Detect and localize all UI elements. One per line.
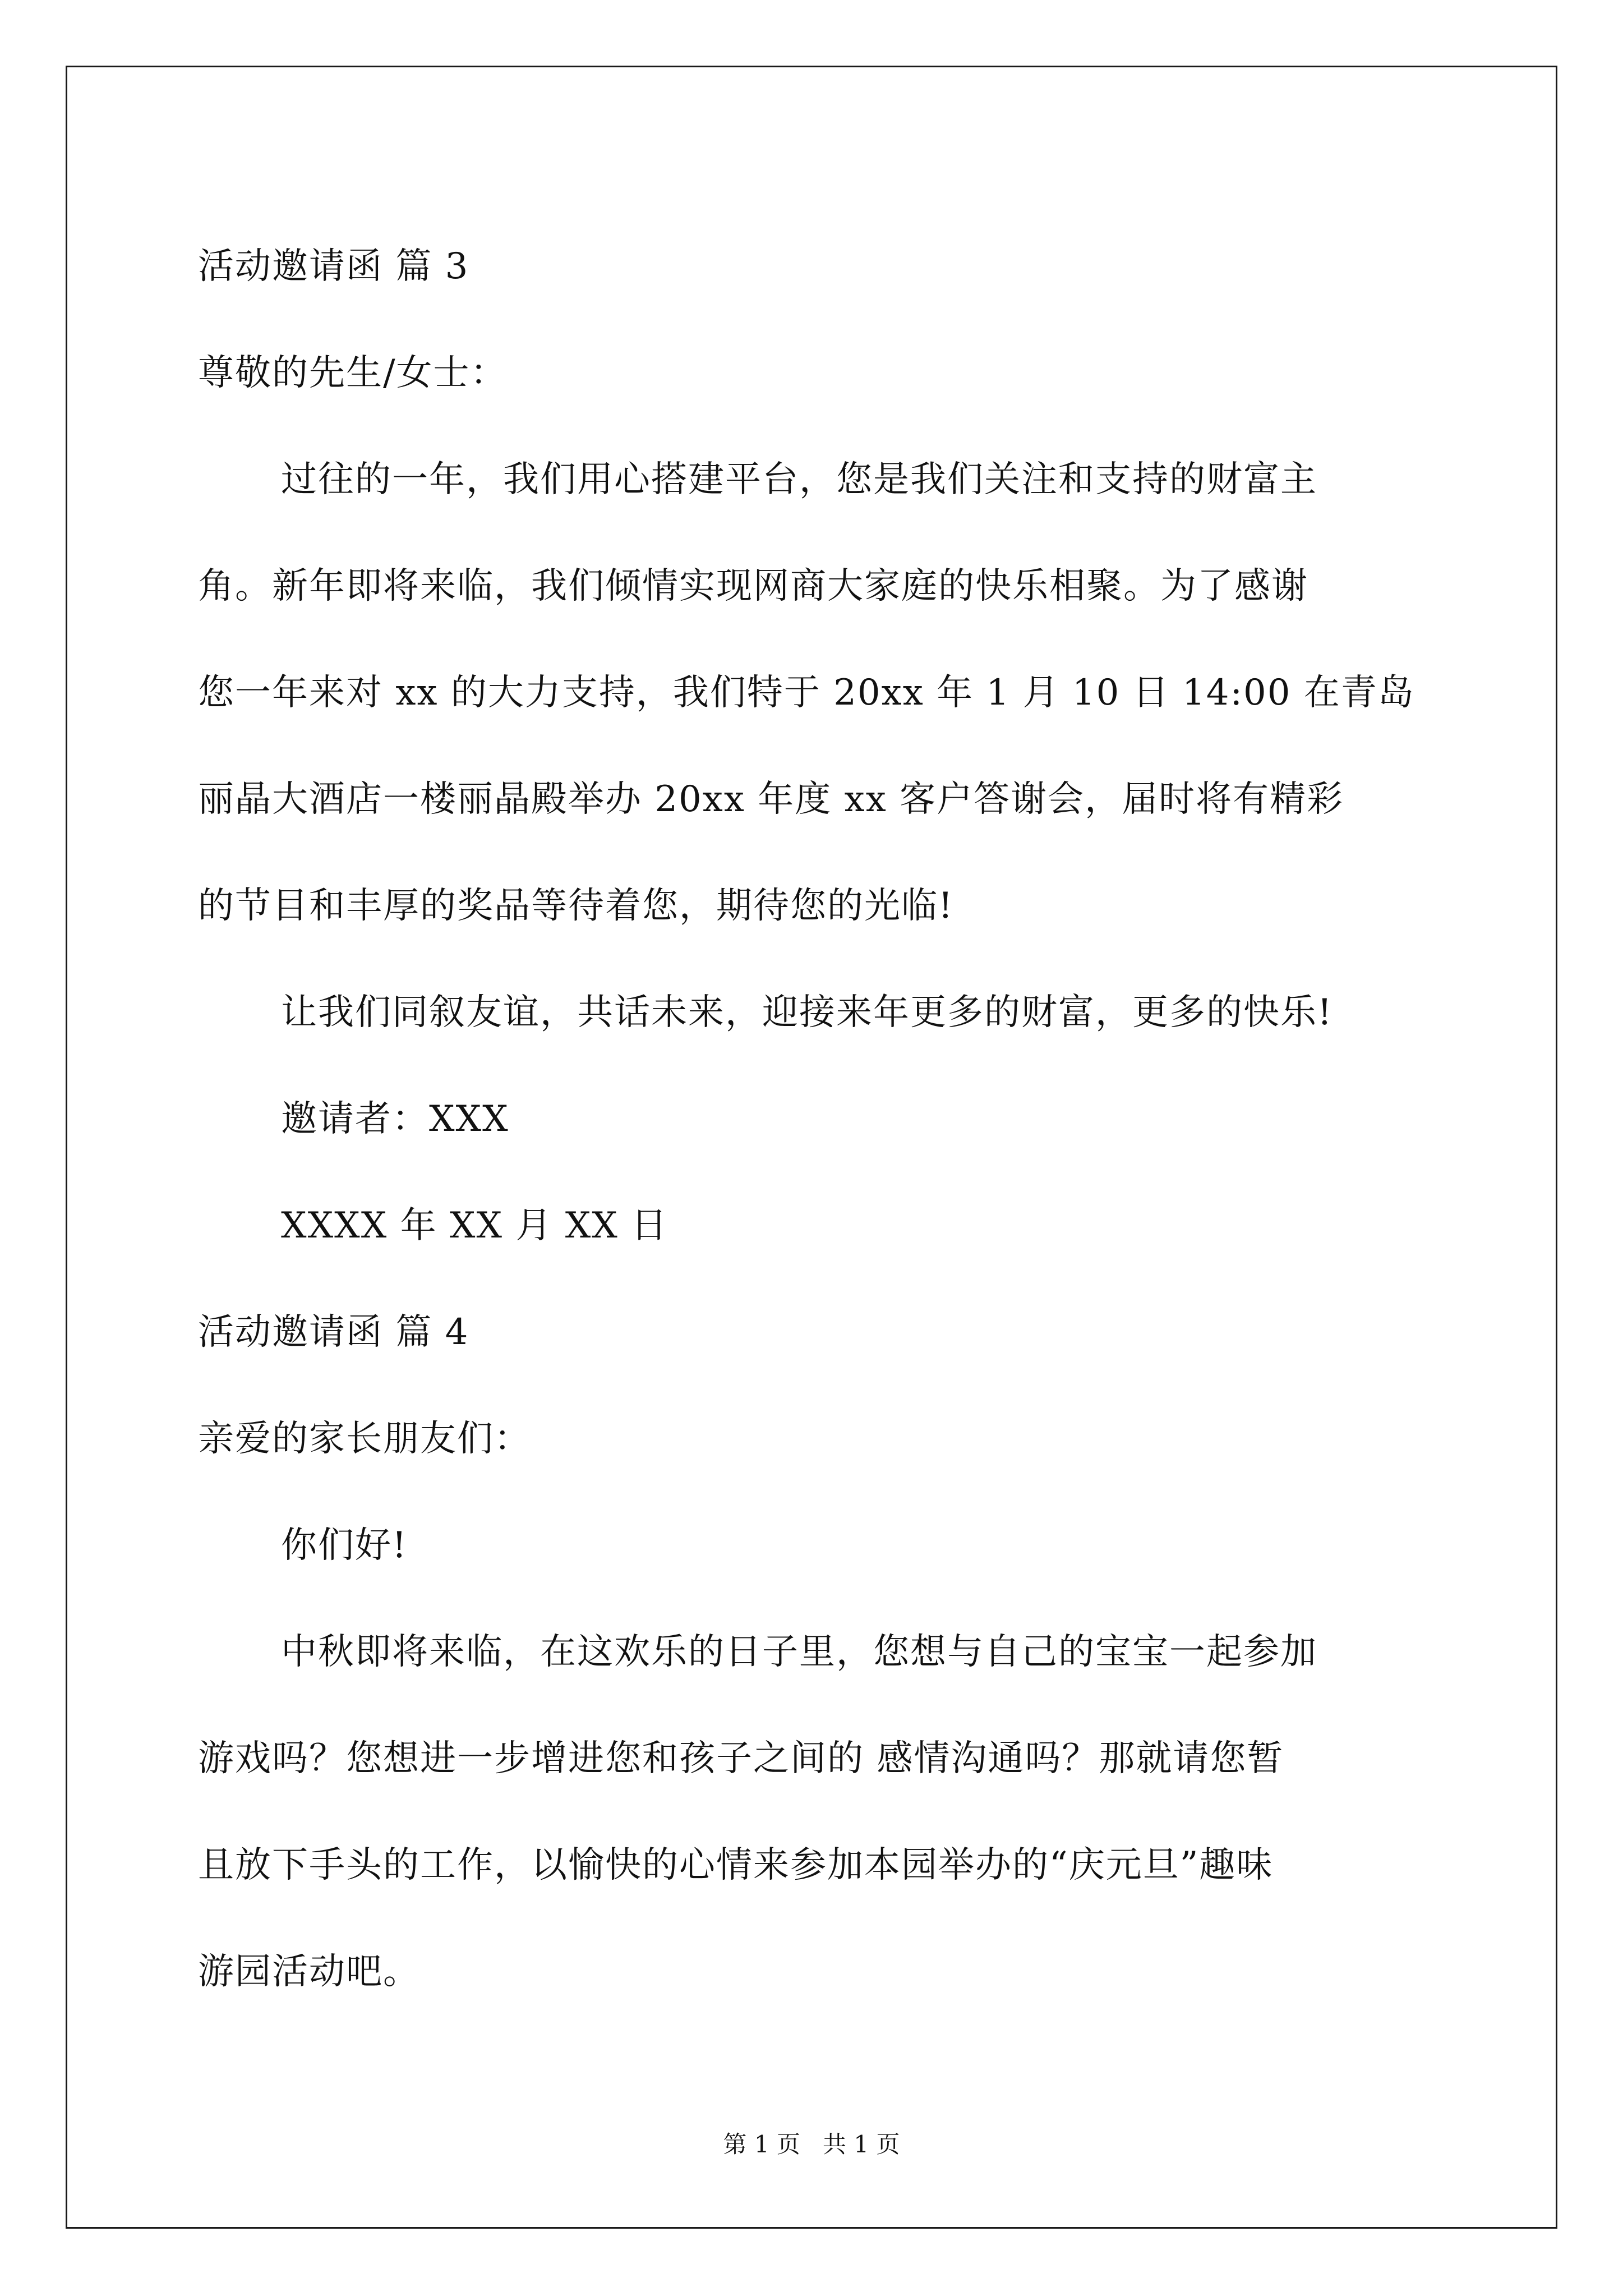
section-4-greeting: 你们好! <box>281 1525 408 1566</box>
section-3-paragraph-line: 过往的一年，我们用心搭建平台，您是我们关注和支持的财富主 <box>281 459 1317 500</box>
section-4-paragraph-line: 中秋即将来临，在这欢乐的日子里，您想与自己的宝宝一起参加 <box>281 1631 1317 1673</box>
section-3-paragraph-line: 您一年来对 xx 的大力支持，我们特于 20xx 年 1 月 10 日 14:00 在青岛 <box>198 672 1415 714</box>
page-number-footer: 第 1 页 共 1 页 <box>723 2131 900 2158</box>
section-3-salutation: 尊敬的先生/女士： <box>198 352 508 394</box>
section-4-salutation: 亲爱的家长朋友们： <box>198 1418 531 1460</box>
section-4-heading: 活动邀请函 篇 4 <box>198 1312 469 1353</box>
document-body <box>198 213 1432 2025</box>
section-3-paragraph-line: 角。新年即将来临，我们倾情实现网商大家庭的快乐相聚。为了感谢 <box>198 565 1308 607</box>
section-4-paragraph-line: 游戏吗？您想进一步增进您和孩子之间的 感情沟通吗？那就请您暂 <box>198 1738 1284 1779</box>
section-3-paragraph-line: 丽晶大酒店一楼丽晶殿举办 20xx 年度 xx 客户答谢会，届时将有精彩 <box>198 779 1344 820</box>
signature-date: XXXX 年 XX 月 XX 日 <box>281 1205 668 1246</box>
inviter-signature: 邀请者：XXX <box>281 1098 509 1140</box>
section-4-paragraph-line: 游园活动吧。 <box>198 1951 420 1993</box>
section-3-heading: 活动邀请函 篇 3 <box>198 246 469 287</box>
section-4-paragraph-line: 且放下手头的工作，以愉快的心情来参加本园举办的“庆元旦”趣味 <box>198 1844 1274 1886</box>
section-3-paragraph-line: 的节目和丰厚的奖品等待着您，期待您的光临! <box>198 885 954 927</box>
section-3-closing-line: 让我们同叙友谊，共话未来，迎接来年更多的财富，更多的快乐! <box>281 992 1333 1033</box>
